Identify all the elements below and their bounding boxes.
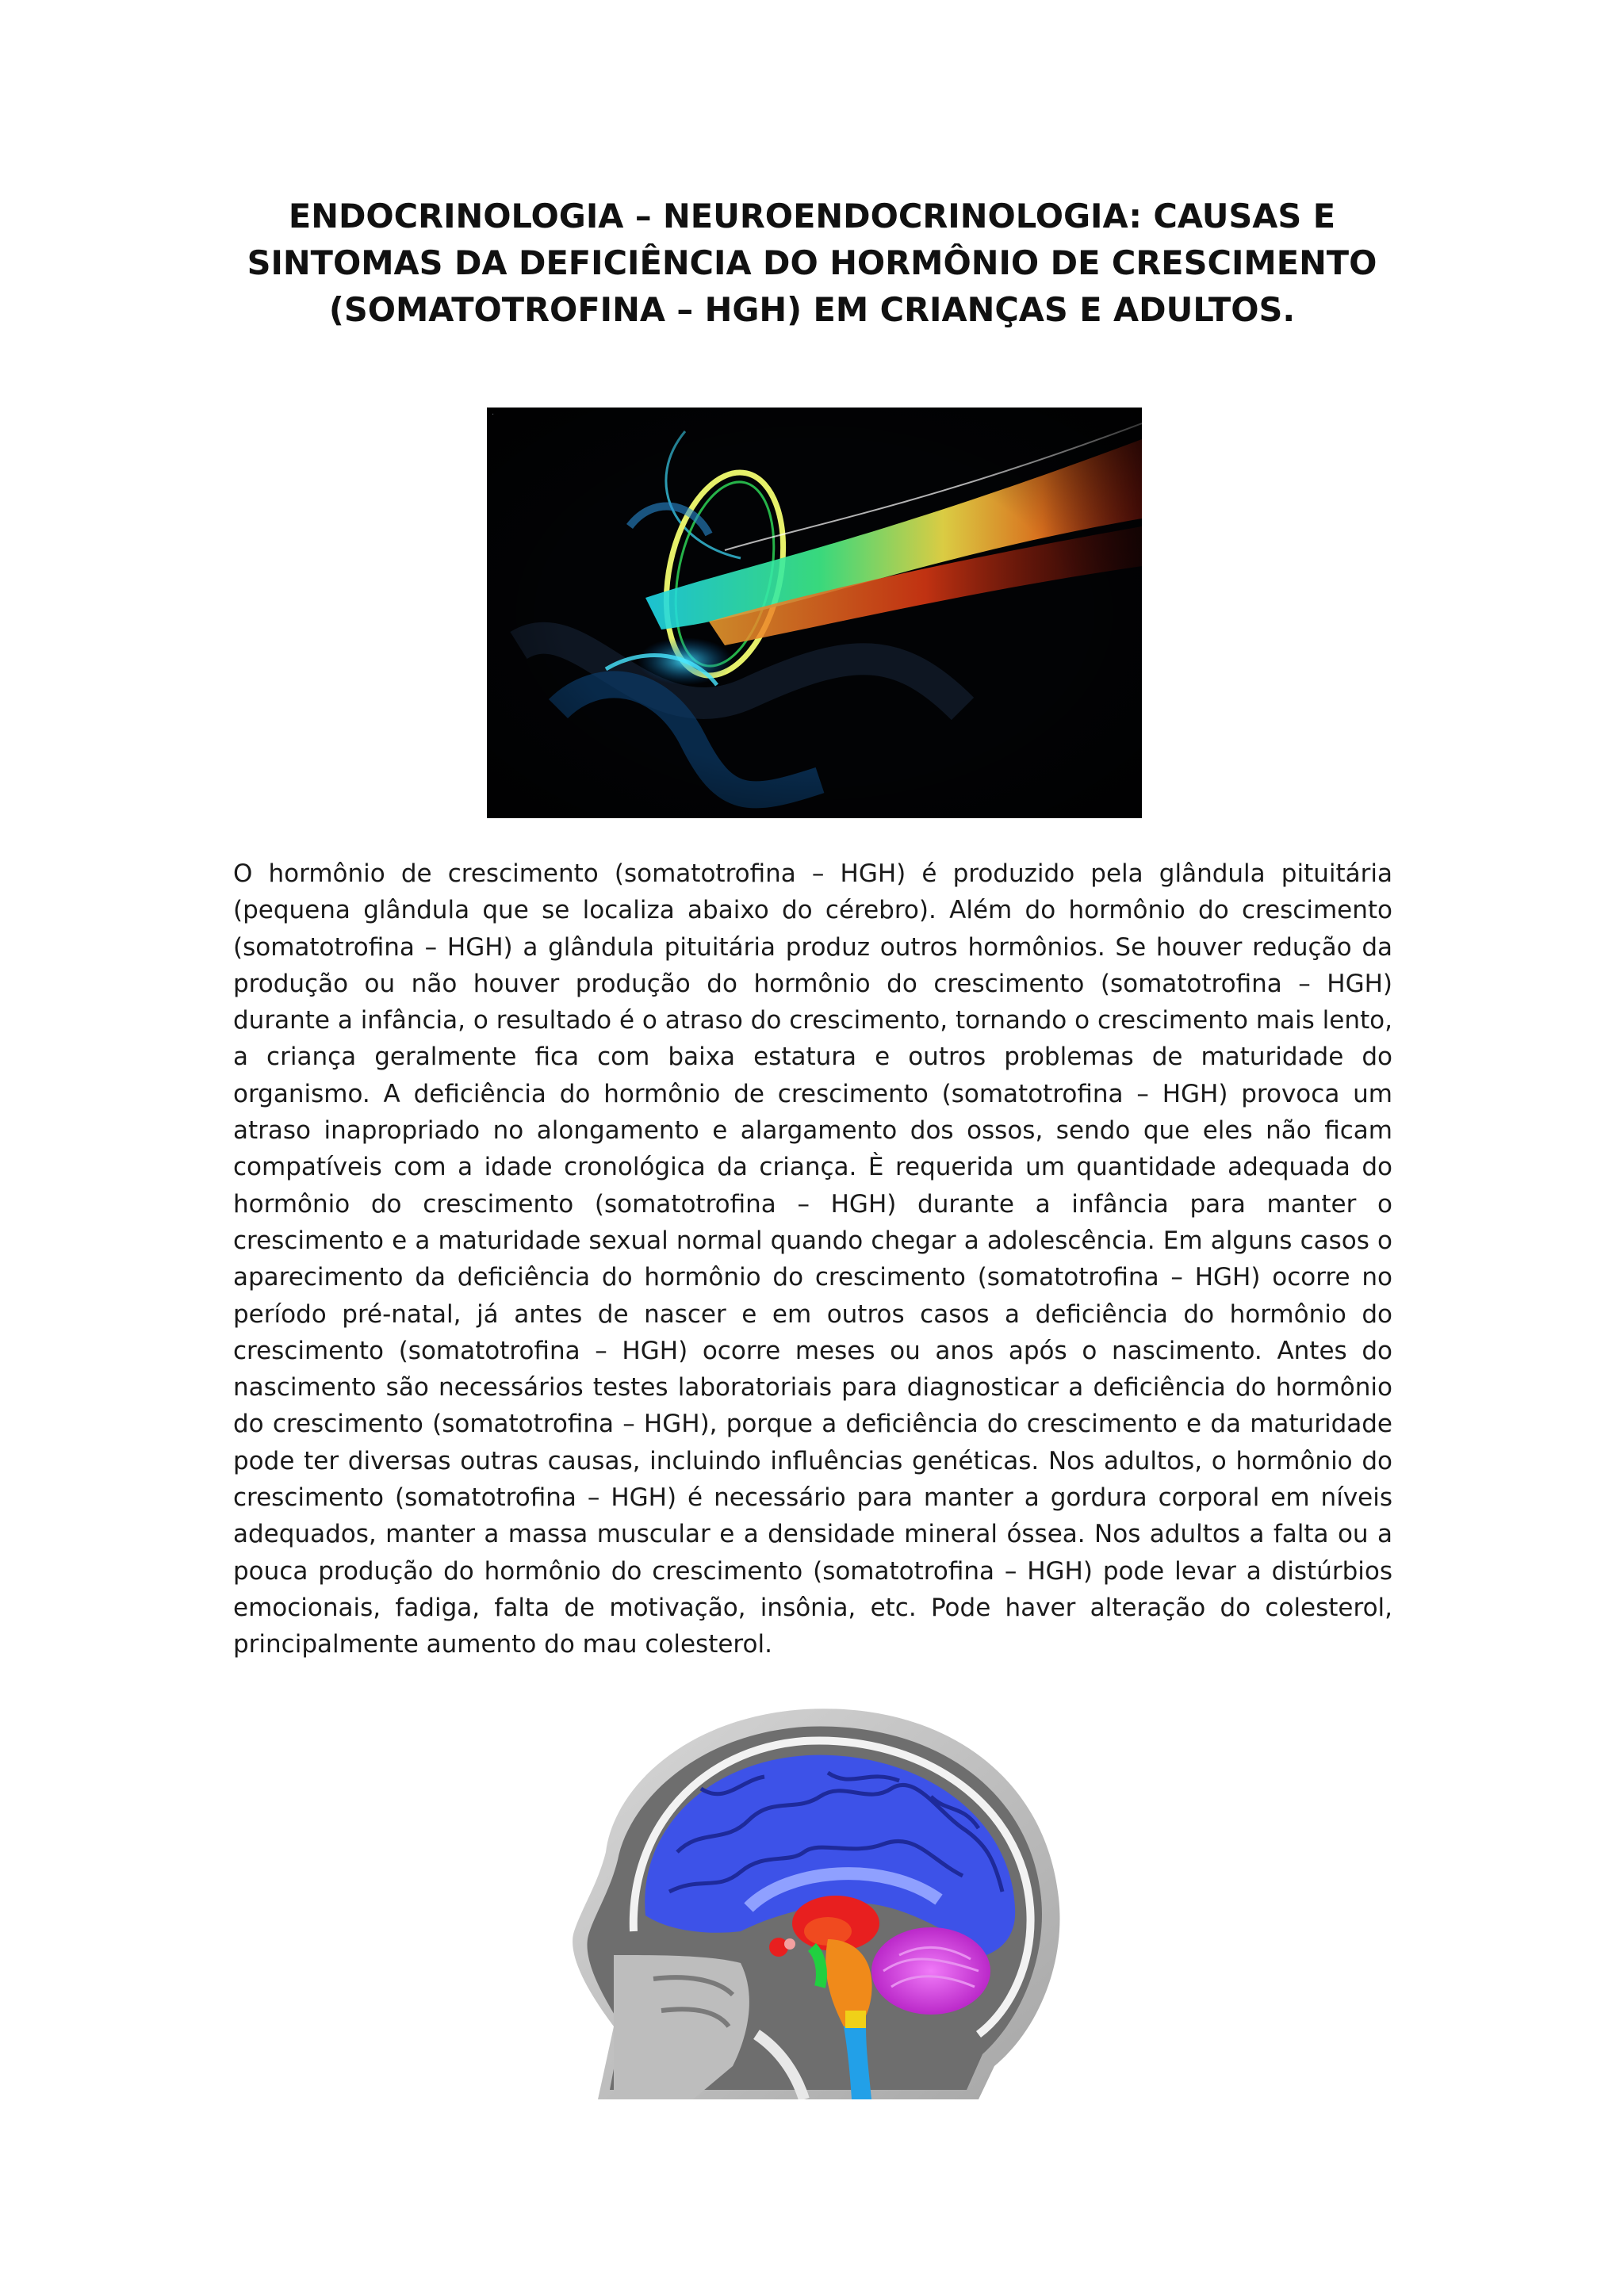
brain-sagittal-section-image <box>566 1693 1067 2099</box>
document-title: ENDOCRINOLOGIA – NEUROENDOCRINOLOGIA: CAUSAS E SINTOMAS DA DEFICIÊNCIA DO HORMÔNIO DE CRESCIMENTO (SOMATOTROFINA – HGH) EM CRIANÇAS E ADULTOS. <box>247 197 1377 329</box>
abstract-light-art-image <box>487 408 1142 818</box>
abstract-light-art-graphic <box>487 408 1142 818</box>
watermark-left: · <box>492 411 495 419</box>
brain-illustration <box>566 1693 1067 2099</box>
body-paragraph: O hormônio de crescimento (somatotrofina – HGH) é produzido pela glândula pituitária (pequena glândula que se localiza abaixo do cérebro). Além do hormônio do crescimento (somatotrofina – HGH) a glândula pituitária produz outros hormônios. Se houver redução da produção ou não houver produção do hormônio do crescimento (somatotrofina – HGH) durante a infância, o resultado é o atraso do crescimento, tornando o crescimento mais lento, a criança geralmente fica com baixa estatura e outros problemas de maturidade do organismo. A deficiência do hormônio de crescimento (somatotrofina – HGH) provoca um atraso inapropriado no alongamento e alargamento dos ossos, sendo que eles não ficam compatíveis com a idade cronológica da criança. È requerida um quantidade adequada do hormônio do crescimento (somatotrofina – HGH) durante a infância para manter o crescimento e a maturidade sexual normal quando chegar a adolescência. Em alguns casos o aparecimento da deficiência do hormônio do crescimento (somatotrofina – HGH) ocorre no período pré-natal, já antes de nascer e em outros casos a deficiência do hormônio do crescimento (somatotrofina – HGH) ocorre meses ou anos após o nascimento. Antes do nascimento são necessários testes laboratoriais para diagnosticar a deficiência do hormônio do crescimento (somatotrofina – HGH), porque a deficiência do crescimento e da maturidade pode ter diversas outras causas, incluindo influências genéticas. Nos adultos, o hormônio do crescimento (somatotrofina – HGH) é necessário para manter a gordura corporal em níveis adequados, manter a massa muscular e a densidade mineral óssea. Nos adultos a falta ou a pouca produção do hormônio do crescimento (somatotrofina – HGH) pode levar a distúrbios emocionais, fadiga, falta de motivação, insônia, etc. Pode haver alteração do colesterol, principalmente aumento do mau colesterol. <box>233 859 1392 1659</box>
